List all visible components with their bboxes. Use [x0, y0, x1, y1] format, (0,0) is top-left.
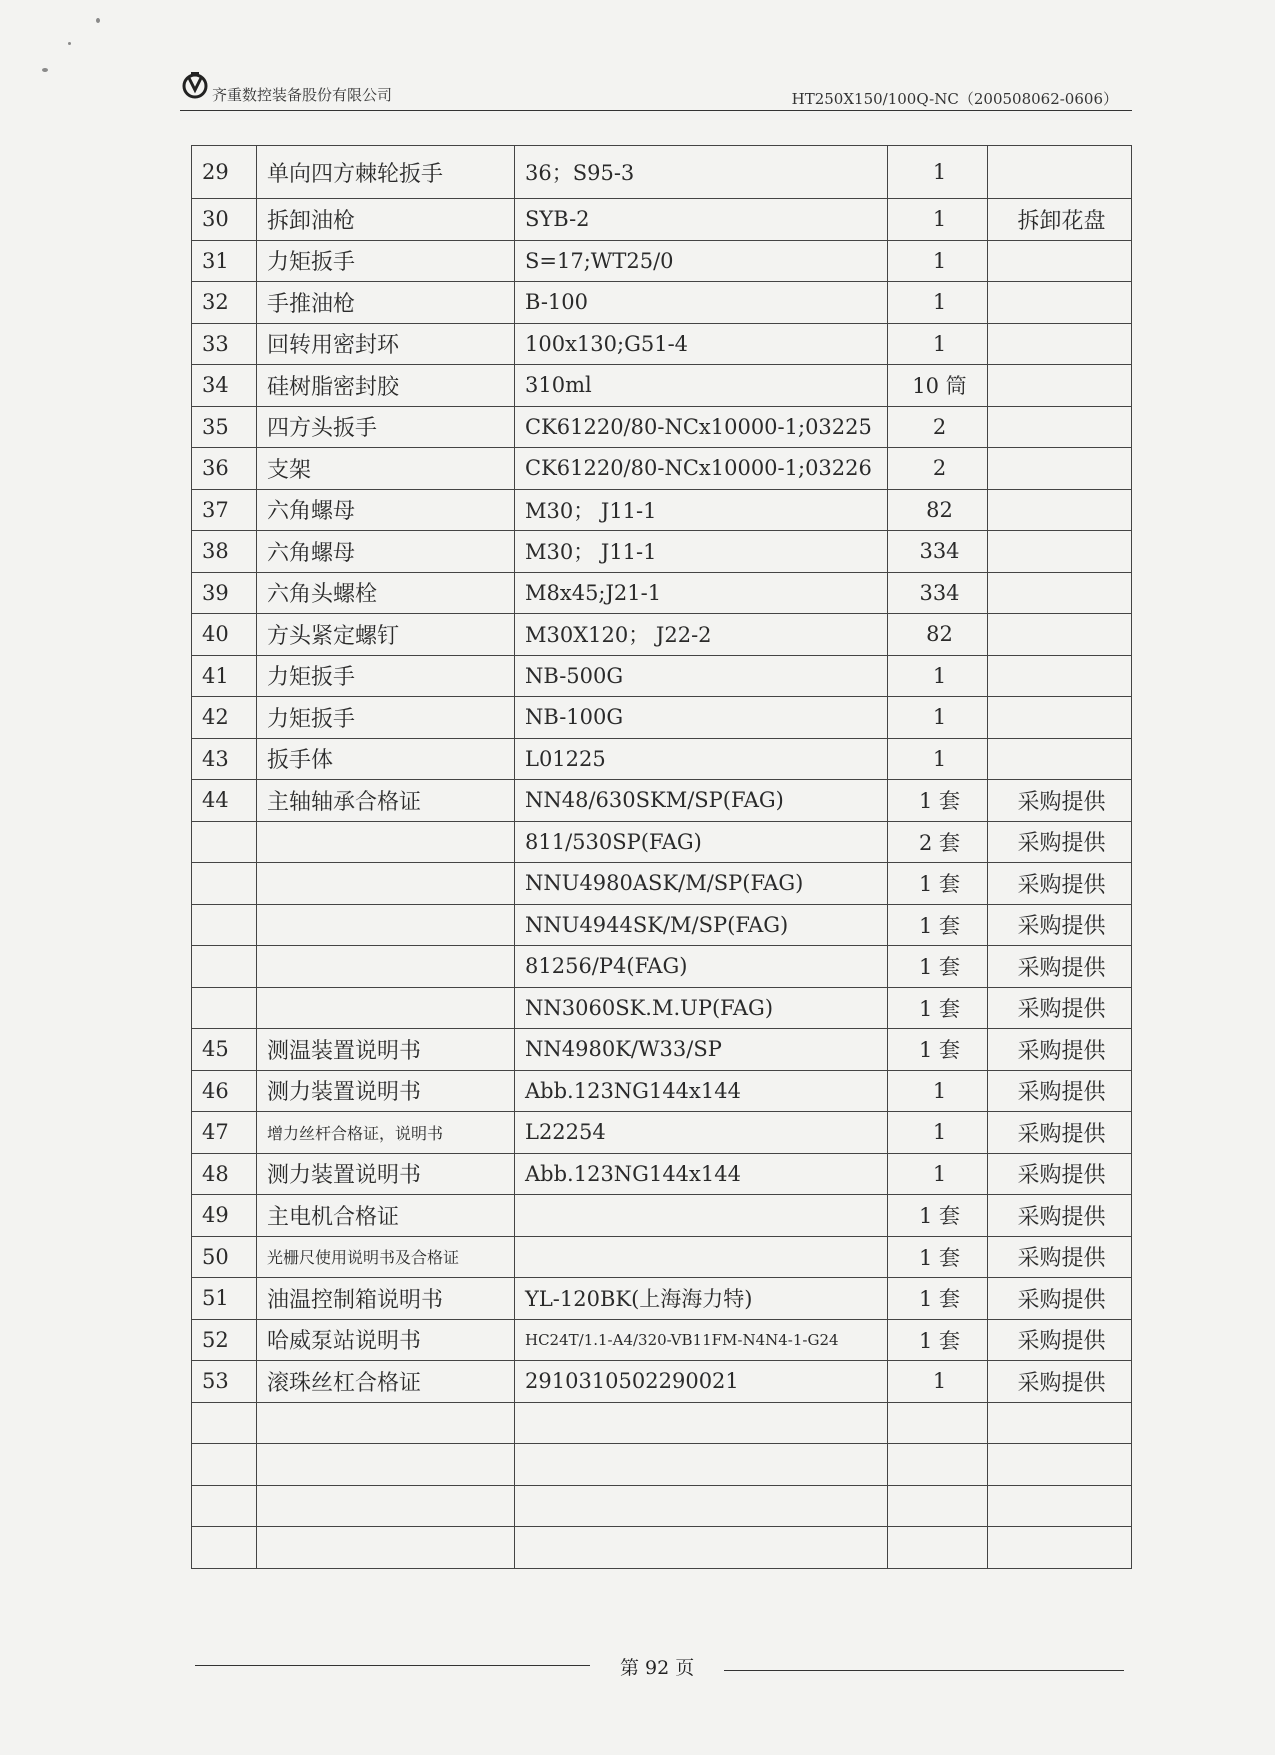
- row-number-cell: 52: [192, 1319, 257, 1361]
- item-name-cell: 油温控制箱说明书: [257, 1278, 515, 1320]
- company-logo-icon: [180, 70, 210, 100]
- specification-cell: 36；S95-3: [515, 146, 888, 199]
- table-row: [192, 489, 1132, 531]
- row-number-cell: 53: [192, 1361, 257, 1403]
- row-number-cell: 49: [192, 1195, 257, 1237]
- table-row: [192, 1112, 1132, 1154]
- item-name-cell: 手推油枪: [257, 282, 515, 324]
- footer-rule-right: [724, 1670, 1124, 1671]
- remark-cell: [988, 738, 1132, 780]
- row-number-cell: 39: [192, 572, 257, 614]
- remark-cell: 采购提供: [988, 1112, 1132, 1154]
- table-row: [192, 904, 1132, 946]
- item-name-cell: 测力装置说明书: [257, 1153, 515, 1195]
- table-row: [192, 1485, 1132, 1527]
- remark-cell: 采购提供: [988, 780, 1132, 822]
- row-number-cell: 44: [192, 780, 257, 822]
- remark-cell: 采购提供: [988, 946, 1132, 988]
- row-number-cell: 42: [192, 697, 257, 739]
- quantity-cell: 1 套: [888, 1195, 988, 1237]
- specification-cell: NN3060SK.M.UP(FAG): [515, 987, 888, 1029]
- row-number-cell: 36: [192, 448, 257, 490]
- table-row: [192, 1361, 1132, 1403]
- remark-cell: [988, 406, 1132, 448]
- header-rule: [180, 110, 1132, 111]
- scan-speck: [42, 68, 48, 72]
- remark-cell: 采购提供: [988, 1319, 1132, 1361]
- remark-cell: [988, 1485, 1132, 1527]
- remark-cell: 采购提供: [988, 1070, 1132, 1112]
- specification-cell: 310ml: [515, 365, 888, 407]
- row-number-cell: 40: [192, 614, 257, 656]
- quantity-cell: 2: [888, 406, 988, 448]
- quantity-cell: 10 筒: [888, 365, 988, 407]
- table-row: [192, 1319, 1132, 1361]
- quantity-cell: [888, 1402, 988, 1444]
- remark-cell: [988, 1402, 1132, 1444]
- row-number-cell: 43: [192, 738, 257, 780]
- specification-cell: 81256/P4(FAG): [515, 946, 888, 988]
- quantity-cell: [888, 1527, 988, 1569]
- item-name-cell: 方头紧定螺钉: [257, 614, 515, 656]
- specification-cell: L22254: [515, 1112, 888, 1154]
- specification-cell: 811/530SP(FAG): [515, 821, 888, 863]
- item-name-cell: 主轴轴承合格证: [257, 780, 515, 822]
- item-name-cell: 支架: [257, 448, 515, 490]
- remark-cell: [988, 1527, 1132, 1569]
- item-name-cell: [257, 987, 515, 1029]
- table-row: [192, 1070, 1132, 1112]
- quantity-cell: 1: [888, 1153, 988, 1195]
- quantity-cell: 334: [888, 531, 988, 573]
- specification-cell: M30； J11-1: [515, 531, 888, 573]
- specification-cell: M30X120； J22-2: [515, 614, 888, 656]
- remark-cell: 采购提供: [988, 1236, 1132, 1278]
- remark-cell: [988, 489, 1132, 531]
- quantity-cell: 1 套: [888, 904, 988, 946]
- item-name-cell: 力矩扳手: [257, 697, 515, 739]
- quantity-cell: 1: [888, 655, 988, 697]
- item-name-cell: 光栅尺使用说明书及合格证: [257, 1236, 515, 1278]
- specification-cell: NN48/630SKM/SP(FAG): [515, 780, 888, 822]
- scan-speck: [68, 42, 71, 45]
- remark-cell: [988, 614, 1132, 656]
- remark-cell: [988, 572, 1132, 614]
- quantity-cell: 1: [888, 240, 988, 282]
- item-name-cell: 回转用密封环: [257, 323, 515, 365]
- table-row: [192, 1029, 1132, 1071]
- table-row: [192, 572, 1132, 614]
- quantity-cell: 1: [888, 323, 988, 365]
- quantity-cell: 1: [888, 199, 988, 241]
- quantity-cell: 1 套: [888, 780, 988, 822]
- item-name-cell: 六角头螺栓: [257, 572, 515, 614]
- row-number-cell: 46: [192, 1070, 257, 1112]
- quantity-cell: 2: [888, 448, 988, 490]
- row-number-cell: [192, 1485, 257, 1527]
- item-name-cell: 滚珠丝杠合格证: [257, 1361, 515, 1403]
- specification-cell: NB-100G: [515, 697, 888, 739]
- specification-cell: S=17;WT25/0: [515, 240, 888, 282]
- table-row: [192, 946, 1132, 988]
- item-name-cell: [257, 1444, 515, 1486]
- table-row: [192, 1527, 1132, 1569]
- remark-cell: [988, 697, 1132, 739]
- specification-cell: [515, 1527, 888, 1569]
- table-row: [192, 323, 1132, 365]
- item-name-cell: 力矩扳手: [257, 655, 515, 697]
- item-name-cell: 测力装置说明书: [257, 1070, 515, 1112]
- remark-cell: [988, 240, 1132, 282]
- row-number-cell: 47: [192, 1112, 257, 1154]
- specification-cell: Abb.123NG144x144: [515, 1070, 888, 1112]
- quantity-cell: 1 套: [888, 863, 988, 905]
- page-number: 第 92 页: [620, 1657, 695, 1679]
- row-number-cell: 33: [192, 323, 257, 365]
- item-name-cell: 单向四方棘轮扳手: [257, 146, 515, 199]
- quantity-cell: 1: [888, 1070, 988, 1112]
- table-row: [192, 146, 1132, 199]
- row-number-cell: 37: [192, 489, 257, 531]
- remark-cell: 采购提供: [988, 1195, 1132, 1237]
- row-number-cell: 45: [192, 1029, 257, 1071]
- specification-cell: YL-120BK(上海海力特): [515, 1278, 888, 1320]
- row-number-cell: 31: [192, 240, 257, 282]
- remark-cell: 采购提供: [988, 1153, 1132, 1195]
- remark-cell: 采购提供: [988, 987, 1132, 1029]
- table-row: [192, 614, 1132, 656]
- quantity-cell: 1 套: [888, 1236, 988, 1278]
- specification-cell: L01225: [515, 738, 888, 780]
- row-number-cell: 35: [192, 406, 257, 448]
- table-row: [192, 199, 1132, 241]
- quantity-cell: 82: [888, 614, 988, 656]
- row-number-cell: 51: [192, 1278, 257, 1320]
- table-row: [192, 531, 1132, 573]
- row-number-cell: [192, 821, 257, 863]
- remark-cell: [988, 448, 1132, 490]
- row-number-cell: [192, 1444, 257, 1486]
- table-row: [192, 821, 1132, 863]
- quantity-cell: 1 套: [888, 987, 988, 1029]
- table-row: [192, 240, 1132, 282]
- table-row: [192, 1195, 1132, 1237]
- table-row: [192, 780, 1132, 822]
- quantity-cell: 1: [888, 282, 988, 324]
- specification-cell: NN4980K/W33/SP: [515, 1029, 888, 1071]
- item-name-cell: 力矩扳手: [257, 240, 515, 282]
- table-row: [192, 1278, 1132, 1320]
- row-number-cell: [192, 1527, 257, 1569]
- item-name-cell: [257, 946, 515, 988]
- item-name-cell: 硅树脂密封胶: [257, 365, 515, 407]
- table-row: [192, 448, 1132, 490]
- remark-cell: 采购提供: [988, 821, 1132, 863]
- table-row: [192, 1236, 1132, 1278]
- quantity-cell: 1: [888, 697, 988, 739]
- remark-cell: 采购提供: [988, 1361, 1132, 1403]
- row-number-cell: [192, 904, 257, 946]
- row-number-cell: [192, 1402, 257, 1444]
- table-row: [192, 1402, 1132, 1444]
- row-number-cell: 34: [192, 365, 257, 407]
- remark-cell: 拆卸花盘: [988, 199, 1132, 241]
- table-row: [192, 655, 1132, 697]
- specification-cell: NB-500G: [515, 655, 888, 697]
- item-name-cell: [257, 1402, 515, 1444]
- document-reference: HT250X150/100Q-NC（200508062-0606）: [791, 90, 1118, 108]
- remark-cell: [988, 531, 1132, 573]
- row-number-cell: [192, 946, 257, 988]
- table-row: [192, 863, 1132, 905]
- table-row: [192, 406, 1132, 448]
- item-name-cell: 六角螺母: [257, 489, 515, 531]
- quantity-cell: [888, 1485, 988, 1527]
- item-name-cell: 六角螺母: [257, 531, 515, 573]
- quantity-cell: 1: [888, 1112, 988, 1154]
- table-row: [192, 987, 1132, 1029]
- remark-cell: [988, 365, 1132, 407]
- table-row: [192, 1444, 1132, 1486]
- remark-cell: [988, 1444, 1132, 1486]
- specification-cell: Abb.123NG144x144: [515, 1153, 888, 1195]
- specification-cell: NNU4980ASK/M/SP(FAG): [515, 863, 888, 905]
- table-row: [192, 697, 1132, 739]
- specification-cell: CK61220/80-NCx10000-1;03225: [515, 406, 888, 448]
- item-name-cell: 主电机合格证: [257, 1195, 515, 1237]
- table-row: [192, 1153, 1132, 1195]
- quantity-cell: 1 套: [888, 1278, 988, 1320]
- remark-cell: 采购提供: [988, 863, 1132, 905]
- remark-cell: [988, 655, 1132, 697]
- quantity-cell: 2 套: [888, 821, 988, 863]
- accessory-list-table: [191, 145, 1132, 1569]
- item-name-cell: 拆卸油枪: [257, 199, 515, 241]
- remark-cell: [988, 146, 1132, 199]
- quantity-cell: 334: [888, 572, 988, 614]
- row-number-cell: 29: [192, 146, 257, 199]
- row-number-cell: 41: [192, 655, 257, 697]
- quantity-cell: 1: [888, 738, 988, 780]
- specification-cell: [515, 1236, 888, 1278]
- table-row: [192, 282, 1132, 324]
- item-name-cell: [257, 863, 515, 905]
- item-name-cell: [257, 904, 515, 946]
- item-name-cell: 增力丝杆合格证，说明书: [257, 1112, 515, 1154]
- specification-cell: [515, 1195, 888, 1237]
- row-number-cell: 32: [192, 282, 257, 324]
- quantity-cell: 1: [888, 146, 988, 199]
- specification-cell: M8x45;J21-1: [515, 572, 888, 614]
- specification-cell: HC24T/1.1-A4/320-VB11FM-N4N4-1-G24: [515, 1319, 888, 1361]
- specification-cell: [515, 1485, 888, 1527]
- item-name-cell: [257, 1527, 515, 1569]
- specification-cell: SYB-2: [515, 199, 888, 241]
- item-name-cell: 扳手体: [257, 738, 515, 780]
- specification-cell: M30； J11-1: [515, 489, 888, 531]
- quantity-cell: 1 套: [888, 946, 988, 988]
- specification-cell: 2910310502290021: [515, 1361, 888, 1403]
- item-name-cell: 哈威泵站说明书: [257, 1319, 515, 1361]
- specification-cell: 100x130;G51-4: [515, 323, 888, 365]
- row-number-cell: 38: [192, 531, 257, 573]
- remark-cell: 采购提供: [988, 1278, 1132, 1320]
- item-name-cell: [257, 821, 515, 863]
- remark-cell: 采购提供: [988, 1029, 1132, 1071]
- specification-cell: CK61220/80-NCx10000-1;03226: [515, 448, 888, 490]
- specification-cell: B-100: [515, 282, 888, 324]
- company-name: 齐重数控装备股份有限公司: [212, 86, 393, 104]
- row-number-cell: 48: [192, 1153, 257, 1195]
- quantity-cell: 1 套: [888, 1319, 988, 1361]
- row-number-cell: 50: [192, 1236, 257, 1278]
- quantity-cell: [888, 1444, 988, 1486]
- specification-cell: NNU4944SK/M/SP(FAG): [515, 904, 888, 946]
- quantity-cell: 1: [888, 1361, 988, 1403]
- remark-cell: [988, 282, 1132, 324]
- quantity-cell: 82: [888, 489, 988, 531]
- quantity-cell: 1 套: [888, 1029, 988, 1071]
- specification-cell: [515, 1444, 888, 1486]
- row-number-cell: [192, 987, 257, 1029]
- item-name-cell: 测温装置说明书: [257, 1029, 515, 1071]
- item-name-cell: [257, 1485, 515, 1527]
- row-number-cell: 30: [192, 199, 257, 241]
- table-row: [192, 365, 1132, 407]
- footer-rule-left: [195, 1665, 590, 1666]
- remark-cell: [988, 323, 1132, 365]
- specification-cell: [515, 1402, 888, 1444]
- table-row: [192, 738, 1132, 780]
- row-number-cell: [192, 863, 257, 905]
- item-name-cell: 四方头扳手: [257, 406, 515, 448]
- scan-speck: [96, 18, 100, 23]
- remark-cell: 采购提供: [988, 904, 1132, 946]
